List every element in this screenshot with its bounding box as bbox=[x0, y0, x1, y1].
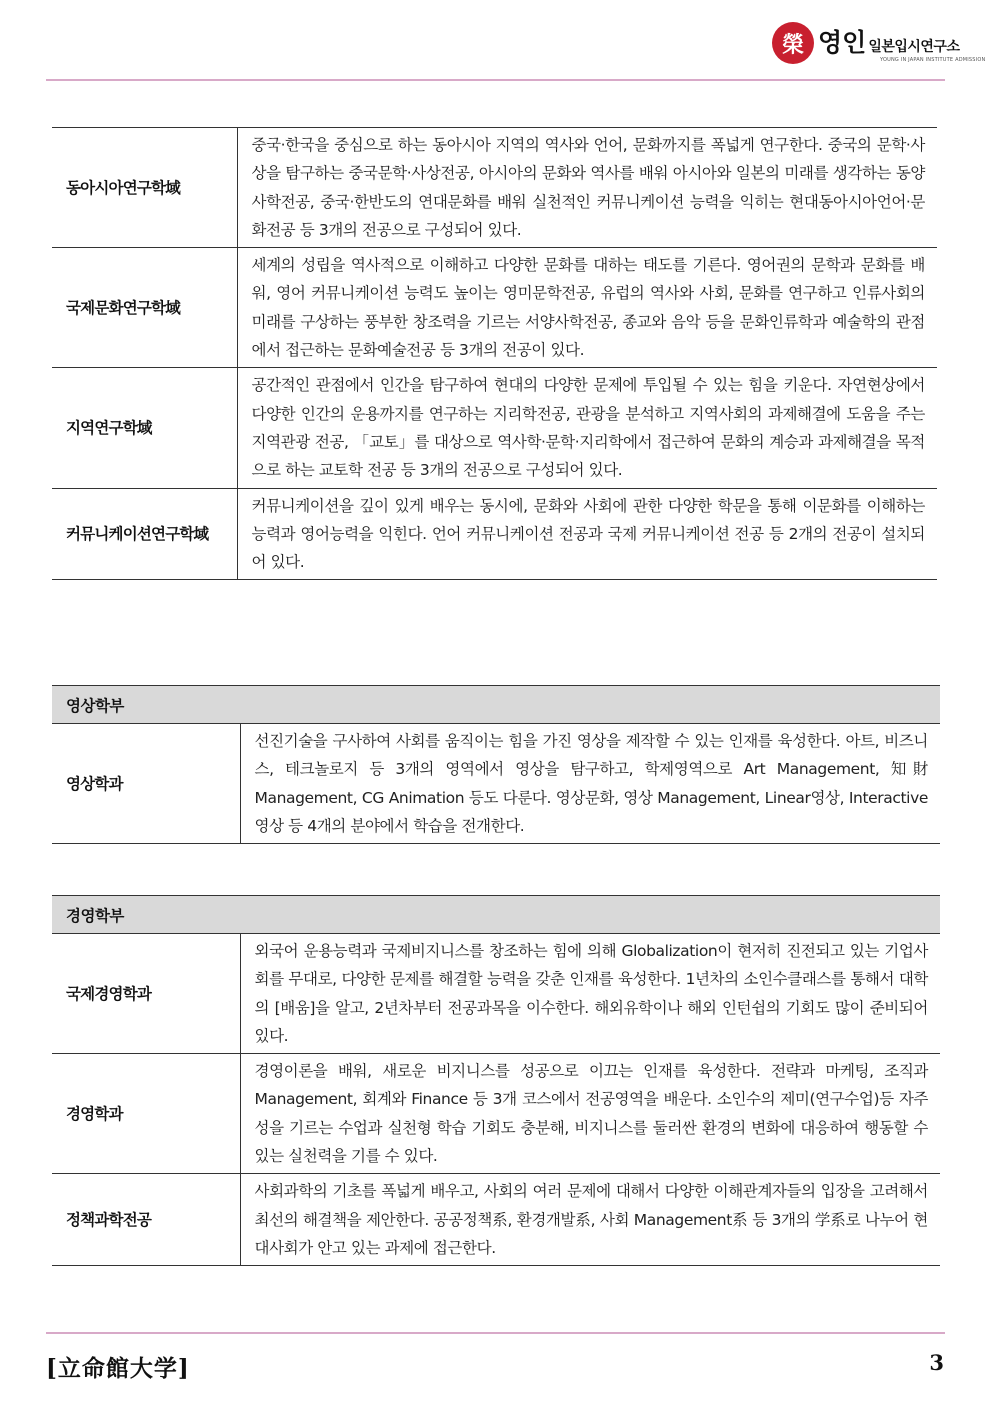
faculty-heading: 경영학부 bbox=[52, 896, 940, 934]
table-heading-row bbox=[52, 896, 940, 934]
row-description: 세계의 성립을 역사적으로 이해하고 다양한 문화를 대하는 태도를 기른다. 영어권의 문학과 문화를 배워, 영어 커뮤니케이션 능력도 높이는 영미문학전공, 유럽의 역사와 사회, 문화를 연구하고 인류사회의 미래를 구상하는 풍부한 창조력을 기르는 서양사학전공, 종교와 음악 등을 문화인류학과 예술학의 관점에서 접근하는 문화예술전공 등 3개의 전공이 있다. bbox=[237, 248, 937, 368]
table-row bbox=[52, 1174, 940, 1266]
row-name: 동아시아연구학域 bbox=[52, 128, 237, 248]
row-name: 커뮤니케이션연구학域 bbox=[52, 488, 237, 580]
footer-divider bbox=[46, 1332, 945, 1334]
logo-english: YOUNG IN JAPAN INSTITUTE ADMISSION bbox=[880, 57, 986, 63]
table-heading-row bbox=[52, 686, 940, 724]
row-description: 중국·한국을 중심으로 하는 동아시아 지역의 역사와 언어, 문화까지를 폭넓게 연구한다. 중국의 문학·사상을 탐구하는 중국문학·사상전공, 아시아의 문화와 역사를 배워 아시아와 일본의 미래를 생각하는 동양사학전공, 중국·한반도의 연대문화를 배워 실천적인 커뮤니케이션 능력을 익히는 현대동아시아언어·문화전공 등 3개의 전공으로 구성되어 있다. bbox=[237, 128, 937, 248]
row-description: 공간적인 관점에서 인간을 탐구하여 현대의 다양한 문제에 투입될 수 있는 힘을 키운다. 자연현상에서 다양한 인간의 운용까지를 연구하는 지리학전공, 관광을 분석하고 지역사회의 과제해결에 도움을 주는 지역관광 전공, 「교토」를 대상으로 역사학·문학·지리학에서 접근하여 문화의 계승과 과제해결을 목적으로 하는 교토학 전공 등 3개의 전공으로 구성되어 있다. bbox=[237, 368, 937, 488]
row-description: 경영이론을 배워, 새로운 비지니스를 성공으로 이끄는 인재를 육성한다. 전략과 마케팅, 조직과 Management, 회계와 Finance 등 3개 코스에서 전공영역을 배운다. 소인수의 제미(연구수업)등 자주성을 기르는 수업과 실천형 학습 기회도 충분해, 비지니스를 둘러싼 환경의 변화에 대응하여 행동할 수 있는 실천력을 기를 수 있다. bbox=[240, 1054, 940, 1174]
row-name: 국제문화연구학域 bbox=[52, 248, 237, 368]
table-row bbox=[52, 248, 937, 368]
logo-subtitle: 일본입시연구소 bbox=[868, 39, 960, 55]
film-faculty-table bbox=[52, 685, 940, 844]
logo bbox=[772, 22, 985, 64]
row-name: 경영학과 bbox=[52, 1054, 240, 1174]
table-row bbox=[52, 368, 937, 488]
table-row bbox=[52, 1054, 940, 1174]
logo-name: 영인 bbox=[818, 28, 867, 57]
row-name: 국제경영학과 bbox=[52, 934, 240, 1054]
row-description: 선진기술을 구사하여 사회를 움직이는 힘을 가진 영상을 제작할 수 있는 인재를 육성한다. 아트, 비즈니스, 테크놀로지 등 3개의 영역에서 영상을 탐구하고, 학제영역으로 Art Management, 知財Management, CG Animation 등도 다룬다. 영상문화, 영상 Management, Linear영상, Interactive 영상 등 4개의 분야에서 학습을 전개한다. bbox=[240, 724, 940, 844]
table-row bbox=[52, 488, 937, 580]
page-number: 3 bbox=[929, 1350, 944, 1375]
business-faculty-table bbox=[52, 895, 940, 1266]
table-row bbox=[52, 934, 940, 1054]
research-areas-table bbox=[52, 127, 937, 580]
row-description: 커뮤니케이션을 깊이 있게 배우는 동시에, 문화와 사회에 관한 다양한 학문을 통해 이문화를 이해하는 능력과 영어능력을 익힌다. 언어 커뮤니케이션 전공과 국제 커뮤니케이션 전공 등 2개의 전공이 설치되어 있다. bbox=[237, 488, 937, 580]
faculty-heading: 영상학부 bbox=[52, 686, 940, 724]
row-name: 영상학과 bbox=[52, 724, 240, 844]
row-description: 사회과학의 기초를 폭넓게 배우고, 사회의 여러 문제에 대해서 다양한 이해관계자들의 입장을 고려해서 최선의 해결책을 제안한다. 공공정책系, 환경개발系, 사회 Management系 등 3개의 学系로 나누어 현대사회가 안고 있는 과제에 접근한다. bbox=[240, 1174, 940, 1266]
logo-mark-icon: 榮 bbox=[772, 22, 814, 64]
row-name: 지역연구학域 bbox=[52, 368, 237, 488]
table-row bbox=[52, 128, 937, 248]
row-description: 외국어 운용능력과 국제비지니스를 창조하는 힘에 의해 Globalization이 현저히 진전되고 있는 기업사회를 무대로, 다양한 문제를 해결할 능력을 갖춘 인재를 육성한다. 1년차의 소인수클래스를 통해서 대학의 [배움]을 알고, 2년차부터 전공과목을 이수한다. 해외유학이나 해외 인턴쉽의 기회도 많이 준비되어 있다. bbox=[240, 934, 940, 1054]
table-row bbox=[52, 724, 940, 844]
header-divider bbox=[46, 79, 945, 81]
logo-text bbox=[818, 23, 985, 63]
university-name: [立命館大学] bbox=[46, 1355, 190, 1382]
logo-row bbox=[818, 23, 985, 59]
row-name: 정책과학전공 bbox=[52, 1174, 240, 1266]
